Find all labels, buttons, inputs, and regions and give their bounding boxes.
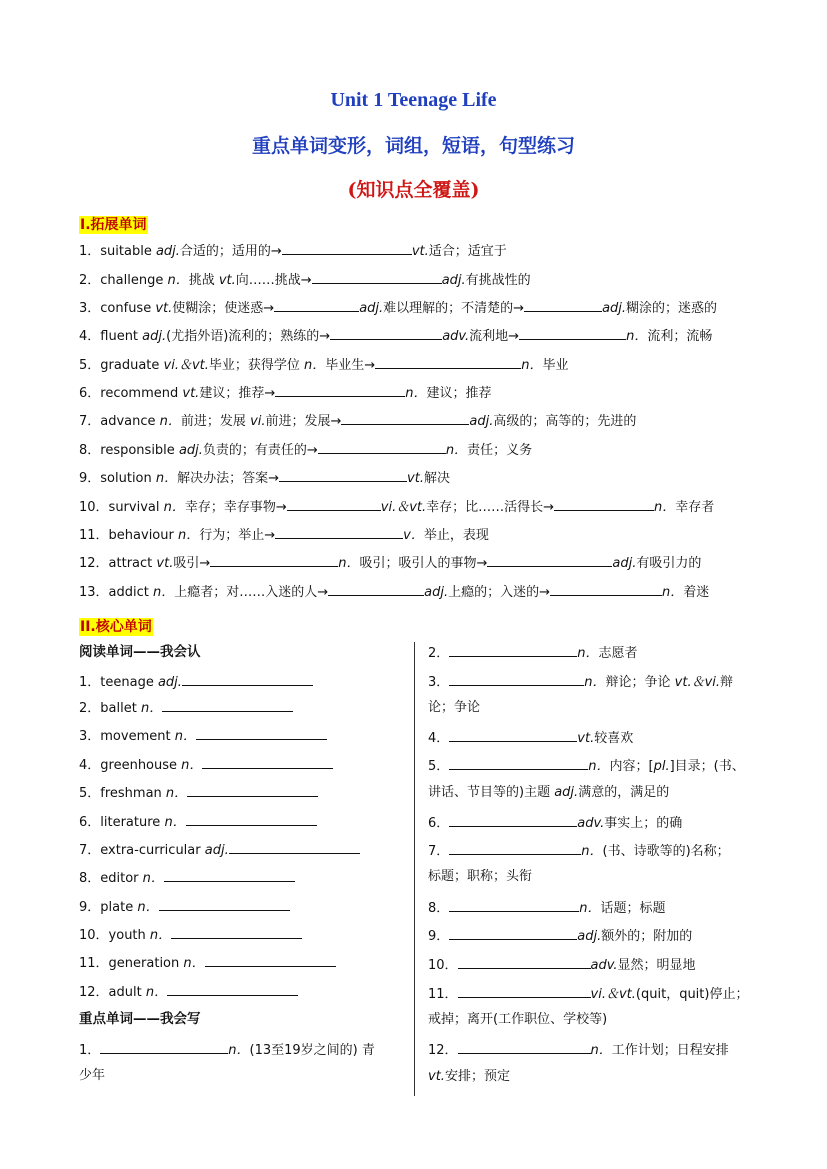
writing-item-2: 2． n．志愿者: [428, 643, 638, 663]
answer-blank[interactable]: [328, 582, 424, 596]
writing-item-6: 6． adv.事实上；的确: [428, 813, 682, 833]
ext-item-13: 13．addict n．上瘾者；对……入迷的人→ adj.上瘾的；入迷的→ n．着迷: [79, 582, 709, 602]
answer-blank[interactable]: [275, 525, 403, 539]
writing-item-1: 1． n．(13至19岁之间的) 青: [79, 1040, 375, 1060]
ext-item-1: 1．suitable adj.合适的；适用的→ vt.适合；适宜于: [79, 241, 507, 261]
page-subtitle: 重点单词变形，词组，短语，句型练习: [251, 135, 575, 157]
writing-words-heading: 重点单词——我会写: [79, 1011, 201, 1027]
writing-item-3: 3． n．辩论；争论 vt.＆vi.辩: [428, 672, 733, 692]
ext-item-2: 2．challenge n．挑战 vt.向……挑战→ adj.有挑战性的: [79, 270, 531, 290]
reading-item-6: 6．literature n．: [79, 812, 317, 832]
writing-item-5: 5． n．内容；[pl.]目录；(书、: [428, 756, 745, 776]
section-heading-core-words: II.核心单词: [80, 619, 152, 635]
writing-item-10: 10． adv.显然；明显地: [428, 955, 696, 975]
answer-blank[interactable]: [449, 756, 588, 770]
answer-blank[interactable]: [182, 672, 313, 686]
reading-item-7: 7．extra-curricular adj.: [79, 840, 360, 860]
writing-item-4: 4． vt.较喜欢: [428, 728, 633, 748]
answer-blank[interactable]: [275, 383, 405, 397]
ext-item-5: 5．graduate vi.＆vt.毕业；获得学位 n．毕业生→ n．毕业: [79, 355, 568, 375]
answer-blank[interactable]: [458, 1040, 591, 1054]
reading-item-4: 4．greenhouse n．: [79, 755, 333, 775]
answer-blank[interactable]: [167, 982, 298, 996]
ext-item-12: 12．attract vt.吸引→ n．吸引；吸引人的事物→ adj.有吸引力的: [79, 553, 701, 573]
answer-blank[interactable]: [205, 953, 336, 967]
reading-item-10: 10．youth n．: [79, 925, 302, 945]
ext-item-4: 4．fluent adj.(尤指外语)流利的；熟练的→ adv.流利地→ n．流利；流畅: [79, 326, 712, 346]
writing-item-1-cont: 少年: [79, 1068, 106, 1083]
answer-blank[interactable]: [449, 813, 577, 827]
answer-blank[interactable]: [550, 582, 662, 596]
reading-item-5: 5．freshman n．: [79, 783, 318, 803]
answer-blank[interactable]: [100, 1040, 228, 1054]
answer-blank[interactable]: [449, 643, 577, 657]
writing-item-5-cont: 讲话、节目等的)主题 adj.满意的，满足的: [428, 785, 670, 800]
ext-item-6: 6．recommend vt.建议；推荐→ n．建议；推荐: [79, 383, 492, 403]
page-subtitle-coverage: (知识点全覆盖): [347, 179, 480, 201]
writing-item-11: 11． vi.＆vt.(quit，quit)停止；: [428, 984, 748, 1004]
answer-blank[interactable]: [487, 553, 612, 567]
reading-item-3: 3．movement n．: [79, 726, 327, 746]
reading-item-2: 2．ballet n．: [79, 698, 293, 718]
answer-blank[interactable]: [171, 925, 302, 939]
ext-item-3: 3．confuse vt.使糊涂；使迷惑→ adj.难以理解的；不清楚的→ adj.糊涂的；迷惑的: [79, 298, 717, 318]
answer-blank[interactable]: [164, 868, 295, 882]
writing-item-8: 8． n．话题；标题: [428, 898, 666, 918]
ext-item-7: 7．advance n．前进；发展 vi.前进；发展→ adj.高级的；高等的；先进的: [79, 411, 636, 431]
answer-blank[interactable]: [341, 411, 469, 425]
writing-item-7: 7． n．(书、诗歌等的)名称；: [428, 841, 730, 861]
answer-blank[interactable]: [210, 553, 338, 567]
answer-blank[interactable]: [524, 298, 602, 312]
answer-blank[interactable]: [287, 497, 381, 511]
answer-blank[interactable]: [312, 270, 442, 284]
ext-item-9: 9．solution n．解决办法；答案→ vt.解决: [79, 468, 450, 488]
reading-words-heading: 阅读单词——我会认: [79, 644, 201, 660]
ext-item-8: 8．responsible adj.负责的；有责任的→ n．责任；义务: [79, 440, 532, 460]
answer-blank[interactable]: [330, 326, 442, 340]
answer-blank[interactable]: [449, 926, 577, 940]
column-divider: [414, 642, 415, 1096]
writing-item-12: 12． n．工作计划；日程安排: [428, 1040, 729, 1060]
writing-item-12-cont: vt.安排；预定: [428, 1069, 510, 1084]
writing-item-7-cont: 标题；职称；头衔: [428, 869, 533, 884]
page-title: Unit 1 Teenage Life: [330, 89, 497, 111]
writing-item-9: 9． adj.额外的；附加的: [428, 926, 692, 946]
answer-blank[interactable]: [274, 298, 359, 312]
ext-item-10: 10．survival n．幸存；幸存事物→ vi.＆vt.幸存；比……活得长→ n．幸存者: [79, 497, 714, 517]
answer-blank[interactable]: [449, 672, 584, 686]
answer-blank[interactable]: [449, 728, 577, 742]
answer-blank[interactable]: [554, 497, 654, 511]
reading-item-12: 12．adult n．: [79, 982, 298, 1002]
answer-blank[interactable]: [202, 755, 333, 769]
answer-blank[interactable]: [162, 698, 293, 712]
answer-blank[interactable]: [519, 326, 626, 340]
answer-blank[interactable]: [196, 726, 327, 740]
answer-blank[interactable]: [458, 955, 591, 969]
answer-blank[interactable]: [282, 241, 412, 255]
answer-blank[interactable]: [458, 984, 591, 998]
reading-item-1: 1．teenage adj.: [79, 672, 313, 692]
answer-blank[interactable]: [449, 841, 581, 855]
answer-blank[interactable]: [279, 468, 407, 482]
writing-item-11-cont: 戒掉；离开(工作职位、学校等): [428, 1012, 608, 1027]
answer-blank[interactable]: [187, 783, 318, 797]
answer-blank[interactable]: [318, 440, 446, 454]
reading-item-9: 9．plate n．: [79, 897, 290, 917]
ext-item-11: 11．behaviour n．行为；举止→ v．举止，表现: [79, 525, 489, 545]
answer-blank[interactable]: [229, 840, 360, 854]
reading-item-11: 11．generation n．: [79, 953, 336, 973]
answer-blank[interactable]: [159, 897, 290, 911]
section-heading-extended-words: I.拓展单词: [80, 217, 147, 233]
answer-blank[interactable]: [186, 812, 317, 826]
answer-blank[interactable]: [449, 898, 579, 912]
answer-blank[interactable]: [375, 355, 521, 369]
reading-item-8: 8．editor n．: [79, 868, 295, 888]
writing-item-3-cont: 论；争论: [428, 700, 481, 715]
